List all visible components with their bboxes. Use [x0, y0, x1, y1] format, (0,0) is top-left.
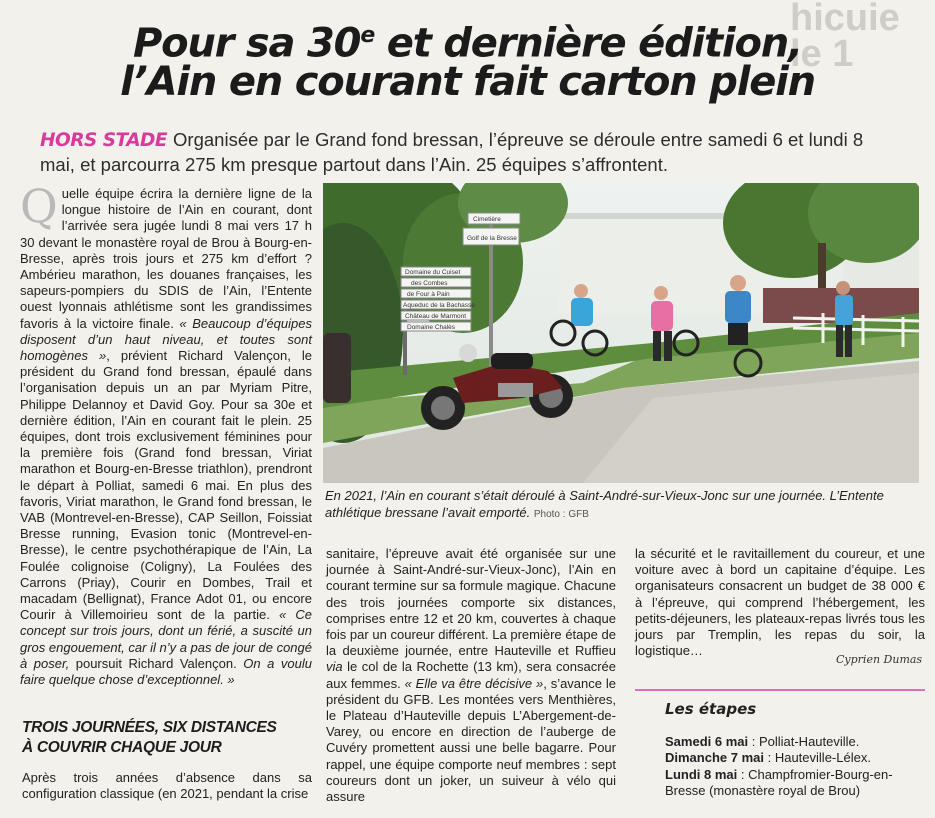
headline-line-2: l’Ain en courant fait carton plein: [120, 59, 815, 105]
headline-line-1: Pour sa 30e et dernière édition,: [132, 20, 802, 67]
quote: « Beaucoup d’équipes disposent d’un haut niveau, et toutes sont homogènes »: [20, 315, 312, 364]
photo-caption: En 2021, l’Ain en courant s’était déroulé à Saint-André-sur-Vieux-Jonc sur une journée. L’Entente athlétique bressane l’avait emporté. Photo : GFB: [325, 488, 884, 520]
quote: « Elle va être décisive »: [404, 675, 544, 691]
etapes-title: Les étapes: [665, 700, 757, 718]
quote: On a voulu faire quelque chose d’exceptionnel. »: [20, 655, 312, 688]
sign-text: Cimetière: [473, 216, 501, 223]
etape-item: Lundi 8 mai : Champfromier-Bourg-en-Bresse (monastère royal de Brou): [665, 766, 893, 798]
sign-text: Domaine Chalès: [407, 324, 456, 331]
author-signature: Cyprien Dumas: [836, 653, 923, 666]
article-photo: [323, 183, 919, 483]
quote: « Ce concept sur trois jours, dont un férié, a suscité un gros engouement, car il n’y a pas de jour de congé à poser,: [20, 607, 312, 671]
pink-rule: [635, 689, 925, 691]
sign-text: Domaine du Cuiset: [405, 269, 461, 276]
drop-cap: Q: [20, 179, 58, 233]
photo-credit: Photo : GFB: [533, 509, 589, 520]
lead-text: Organisée par le Grand fond bressan, l’épreuve se déroule entre samedi 6 et lundi 8 mai, et parcourra 275 km presque partout dans l’Ain. 25 équipes s’affrontent.: [40, 129, 864, 175]
ghost-line: le 1: [790, 33, 854, 75]
sign-text: Château de Marmont: [405, 313, 467, 320]
kicker-label: HORS STADE: [40, 130, 168, 151]
article-column-2: sanitaire, l’épreuve avait été organisée sur une journée à Saint-André-sur-Vieux-Jonc), l’Ain en courant termine sur sa formule magique. Chacune des trois journées comporte six distances, comprises entre 12 et 20 km, couvertes à chaque fois par un coureur différent. La première étape de la deuxième journée, entre Hauteville et Ruffieu via le col de la Rochette (13 km), sera consacrée aux femmes. « Elle va être décisive », s’avance le président du GFB. Les montées vers Menthières, le Plateau d’Hauteville depuis L’Abergement-de-Varey, ou encore en direction de l’auberge de Cuvéry promettent aussi une belle bagarre. Pour rappel, une équipe comporte neuf membres : sept coureurs dont un joker, un suiveur à vélo qui assure: [326, 546, 616, 805]
article-column-1: Quelle équipe écrira la dernière ligne de la longue histoire de l’Ain en courant, dont l’arrivée sera jugée lundi 8 mai vers 17 h 30 devant le monastère royal de Brou à Bourg-en-Bresse, après trois jours et 275 km d’effort ? Ambérieu marathon, les douanes françaises, les sapeurs-pompiers du SDIS de l’Ain, l’Entente ouest lyonnais athlétisme sont les grandissimes favoris à la victoire finale. « Beaucoup d’équipes disposent d’un haut niveau, et toutes sont homogènes », prévient Richard Valençon, le président du Grand fond bressan, épaulé dans l’organisation depuis un an par Myriam Pitre, Philippe Delannoy et David Goy. Pour sa 30e et dernière édition, l’Ain en courant fait le plein. 25 équipes, dont trois exclusivement féminines pour la première fois (Grand fond bressan, Viriat marathon et Bourg-en-Bresse triathlon), prendront le départ à Polliat, samedi 6 mai. En plus des favoris, Viriat marathon, le Grand fond bressan, le VAB (Montrevel-en-Bresse), CAP Seillon, Foissiat Bresse running, Evasion tonic (Montrevel-en-Bresse), le centre psychothérapique de l’Ain, La Foulée colignoise (Coligny), La Foulées des Carrons (Priay), Courir en Dombes, Trail et macadam (Bellignat), France Adot 01, ou encore Courir à Villemoirieu sont de la partie. « Ce concept sur trois jours, dont un férié, a suscité un gros engouement, car il n’y a pas de jour de congé à poser, poursuit Richard Valençon. On a voulu faire quelque chose d’exceptionnel. »: [20, 179, 313, 688]
sign-text: Aqueduc de la Bachasse: [403, 302, 475, 309]
ghost-line: hicuie: [790, 0, 900, 39]
section-subhead: TROIS JOURNÉES, SIX DISTANCES À COUVRIR CHAQUE JOUR: [22, 719, 277, 756]
etape-item: Dimanche 7 mai : Hauteville-Lélex.: [665, 750, 871, 766]
sign-text: de Four à Pain: [407, 291, 450, 298]
lead-paragraph: [40, 128, 900, 177]
article-column-3: la sécurité et le ravitaillement du coureur, et une voiture avec à bord un capitaine d’équipe. Les organisateurs consacrent un budget de 38 000 € à l’épreuve, qui comprend l’hébergement, les petits-déjeuners, les plateaux-repas livrés tous les jours par Tremplin, les repas du soir, la logistique…: [635, 546, 925, 659]
sign-text: des Combes: [411, 280, 448, 287]
etape-item: Samedi 6 mai : Polliat-Hauteville.: [665, 734, 860, 749]
sign-text: Golf de la Bresse: [467, 235, 517, 242]
etapes-list: [665, 734, 915, 799]
section-intro-text: Après trois années d’absence dans sa configuration classique (en 2021, pendant la crise: [22, 770, 312, 802]
